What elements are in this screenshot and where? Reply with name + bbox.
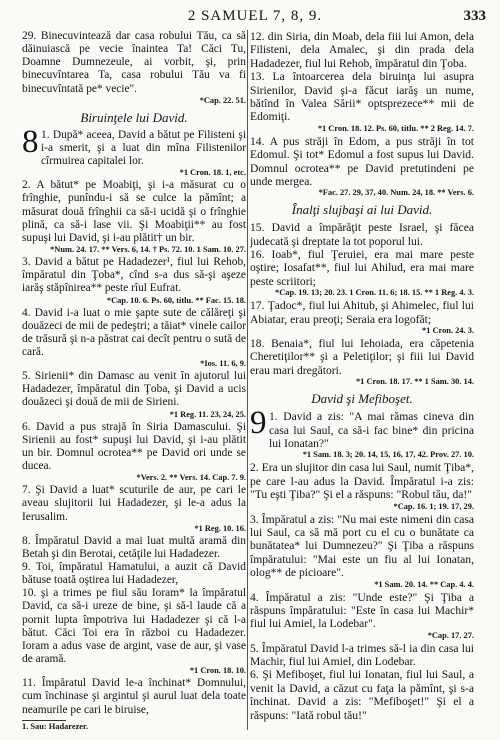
- verse: 2. A bătut* pe Moabiţi, şi i-a măsurat cu o frînghie, punîndu-i să se culce la pămînt; a măsurat două frînghii ca să-i ucidă şi o frînghie plină, ca să-i lase vii. Şi Moabiţii** au fost supuşi lui David, şi i-au plătit† un bir.: [22, 179, 246, 244]
- chapter-start: [250, 405, 474, 450]
- cross-reference: *1 Reg. 11. 23, 24, 25.: [169, 409, 246, 419]
- page-header: [22, 8, 488, 28]
- cross-reference: *1 Cron. 18. 17. ** 1 Sam. 30. 14.: [355, 377, 474, 387]
- verse: 3. David a bătut pe Hadadezer¹, fiul lui Rehob, împăratul din Ţoba*, cînd s-a dus să-şi aşeze iarăş stăpînirea** peste rîul Eufrat.: [22, 256, 246, 295]
- cross-reference: *Fac. 27. 29, 37, 40. Num. 24, 18. ** Vers. 6.: [318, 188, 474, 198]
- chapter-number: 8: [22, 123, 39, 160]
- cross-reference: *1 Cron. 18. 12. Ps. 60, titlu. ** 2 Reg. 14. 7.: [317, 123, 474, 133]
- verse: 5. Împăratul David l-a trimes să-l ia din casa lui Machir, fiul lui Amiel, din Lodebar.: [250, 641, 474, 669]
- cross-reference: *Cap. 22. 51.: [199, 95, 246, 105]
- chapter-number: 9: [250, 405, 267, 442]
- cross-reference: *Num. 24. 17. ** Vers. 6, 14. † Ps. 72. 10. 1 Sam. 10. 27.: [50, 245, 246, 255]
- verse: 10. şi a trimes pe fiul său Ioram* la împăratul David, ca să-i ureze de bine, şi să-l laude că a pornit lupta împotriva lui Hadadezer şi că l-a bătut. Căci Toi era în război cu Hadadezer. Ioram a adus vase de argint, vase de aur, şi vase de aramă.: [22, 587, 246, 666]
- left-column: [22, 30, 246, 732]
- verse: 12. din Siria, din Moab, dela fiii lui Amon, dela Filisteni, dela Amalec, şi din prada dela Hadadezer, fiul lui Rehob, împăratul din Ţoba.: [250, 30, 474, 70]
- cross-reference: *Cap. 16. 1; 19. 17, 29.: [393, 501, 474, 511]
- cross-reference: *1 Reg. 10. 16.: [194, 523, 246, 533]
- verse: 6. David a pus strajă în Siria Damascului. Şi Sirienii au fost* supuşi lui David, şi i-au plătit un bir. Domnul ocrotea** pe David ori unde se ducea.: [22, 420, 246, 473]
- section-heading: David şi Mefiboşet.: [311, 391, 413, 407]
- cross-reference: *1 Cron. 18. 10.: [189, 666, 246, 676]
- verse: 29. Binecuvintează dar casa robului Tău, ca să dăinuiască pe vecie înaintea Ta! Căci Tu, Doamne Dumnezeule, ai vorbit, şi, prin binecuvîntarea Ta, casa robului Tău va fi binecuvîntată pe* vecie".: [22, 30, 246, 95]
- cross-reference: *Cap. 17. 27.: [427, 630, 474, 640]
- section-heading: Înalţi slujbaşi ai lui David.: [291, 202, 433, 218]
- verse: 17. Ţadoc*, fiul lui Ahitub, şi Ahimelec, fiul lui Abiatar, erau preoţi; Seraia era logofăt;: [250, 299, 474, 326]
- footnote: 1. Sau: Hadarezer.: [22, 721, 89, 731]
- cross-reference: *Ios. 11. 6, 9.: [200, 359, 246, 369]
- column-divider: [247, 30, 248, 730]
- page-number: 333: [463, 8, 486, 24]
- verse: 3. Împăratul a zis: "Nu mai este nimeni din casa lui Saul, ca să mă port cu el cu o bunătate ca bunătatea* lui Dumnezeu?" Şi Ţiba a răspuns împăratului: "Mai este un fiu al lui Ionatan, olog** de picioare".: [250, 512, 474, 580]
- cross-reference: *1 Cron. 18. 1, etc.: [179, 168, 246, 178]
- verse: 16. Ioab*, fiul Ţeruiei, era mai mare peste oştire; Iosafat**, fiul lui Ahilud, era mai mare peste scriitori;: [250, 248, 474, 288]
- cross-reference: *Cap. 10. 6. Ps. 60, titlu. ** Fac. 15. 18.: [106, 295, 246, 305]
- running-head: 2 SAMUEL 7, 8, 9.: [187, 8, 323, 24]
- verse: 13. La întoarcerea dela biruinţa lui asupra Sirienilor, David şi-a făcut iarăş un nume, bătînd în Valea Sării* optsprezece** mii de Edomiţi.: [250, 70, 474, 124]
- verse: 4. David i-a luat o mie şapte sute de călăreţi şi douăzeci de mii de pedeştri; a tăiat* vinele cailor de trăsură şi n-a păstrat cai decît pentru o sută de cară.: [22, 306, 246, 358]
- verse: 1. După* aceea, David a bătut pe Filisteni şi i-a smerit, şi a luat din mîna Filistenilor cîrmuirea capitalei lor.: [41, 128, 246, 168]
- verse: 8. Împăratul David a mai luat multă aramă din Betah şi din Berotai, cetăţile lui Hadadezer.: [22, 534, 246, 560]
- cross-reference: *1 Cron. 24. 3.: [422, 326, 474, 336]
- verse: 15. David a împărăţit peste Israel, şi făcea judecată şi dreptate la tot poporul lui.: [250, 221, 474, 248]
- verse: 6. Şi Mefiboşet, fiul lui Ionatan, fiul lui Saul, a venit la David, a căzut cu faţa la pămînt, şi s-a închinat. David a zis: "Mefiboşet!" Şi el a răspuns: "Iată robul tău!": [250, 668, 474, 722]
- verse: 18. Benaia*, fiul lui Iehoiada, era căpetenia Cheretiţilor** şi a Peletiţilor; şi fiii lui David erau mari dregători.: [250, 337, 474, 377]
- footnote-rule: [22, 720, 66, 721]
- verse: 5. Sirienii* din Damasc au venit în ajutorul lui Hadadezer, împăratul din Ţoba, şi David a ucis douăzeci şi două de mii de Sirieni.: [22, 370, 246, 409]
- cross-reference: *1 Sam. 20. 14. ** Cap. 4. 4.: [374, 579, 474, 589]
- verse: 14. A pus străji în Edom, a pus străji în tot Edomul. Şi tot* Edomul a fost supus lui David. Domnul ocrotea** pe David pretutindeni pe unde mergea.: [250, 134, 474, 188]
- cross-reference: *Vers. 2. ** Vers. 14. Cap. 7. 9.: [136, 473, 246, 483]
- cross-reference: *1 Sam. 18. 3; 20. 14, 15, 16, 17, 42. Prov. 27. 10.: [302, 450, 474, 460]
- chapter-start: [22, 123, 246, 168]
- verse: 4. Împăratul a zis: "Unde este?" Şi Ţiba a răspuns împăratului: "Este în casa lui Machir* fiul lui Amiel, la Lodebar".: [250, 590, 474, 631]
- verse: 11. Împăratul David le-a închinat* Domnului, cum închinase şi argintul şi aurul luat dela toate neamurile pe cari le biruise,: [22, 677, 246, 716]
- cross-reference: *Cap. 19. 13; 20. 23. 1 Cron. 11. 6; 18. 15. ** 1 Reg. 4. 3.: [275, 288, 474, 298]
- verse: 1. David a zis: "A mai rămas cineva din casa lui Saul, ca să-i fac bine* din pricina lui Ionatan?": [269, 410, 474, 450]
- verse: 9. Toi, împăratul Hamatului, a auzit că David bătuse toată oştirea lui Hadadezer,: [22, 561, 246, 587]
- verse: 7. Şi David a luat* scuturile de aur, pe cari le aveau slujitorii lui Hadadezer, şi le-a adus la Ierusalim.: [22, 484, 246, 523]
- verse: 2. Era un slujitor din casa lui Saul, numit Ţiba*, pe care l-au adus la David. Împăratul i-a zis: "Tu eşti Ţiba?" Şi el a răspuns: "Robul tău, da!": [250, 461, 474, 502]
- section-heading: Biruinţele lui David.: [80, 109, 188, 125]
- right-column: [250, 30, 474, 722]
